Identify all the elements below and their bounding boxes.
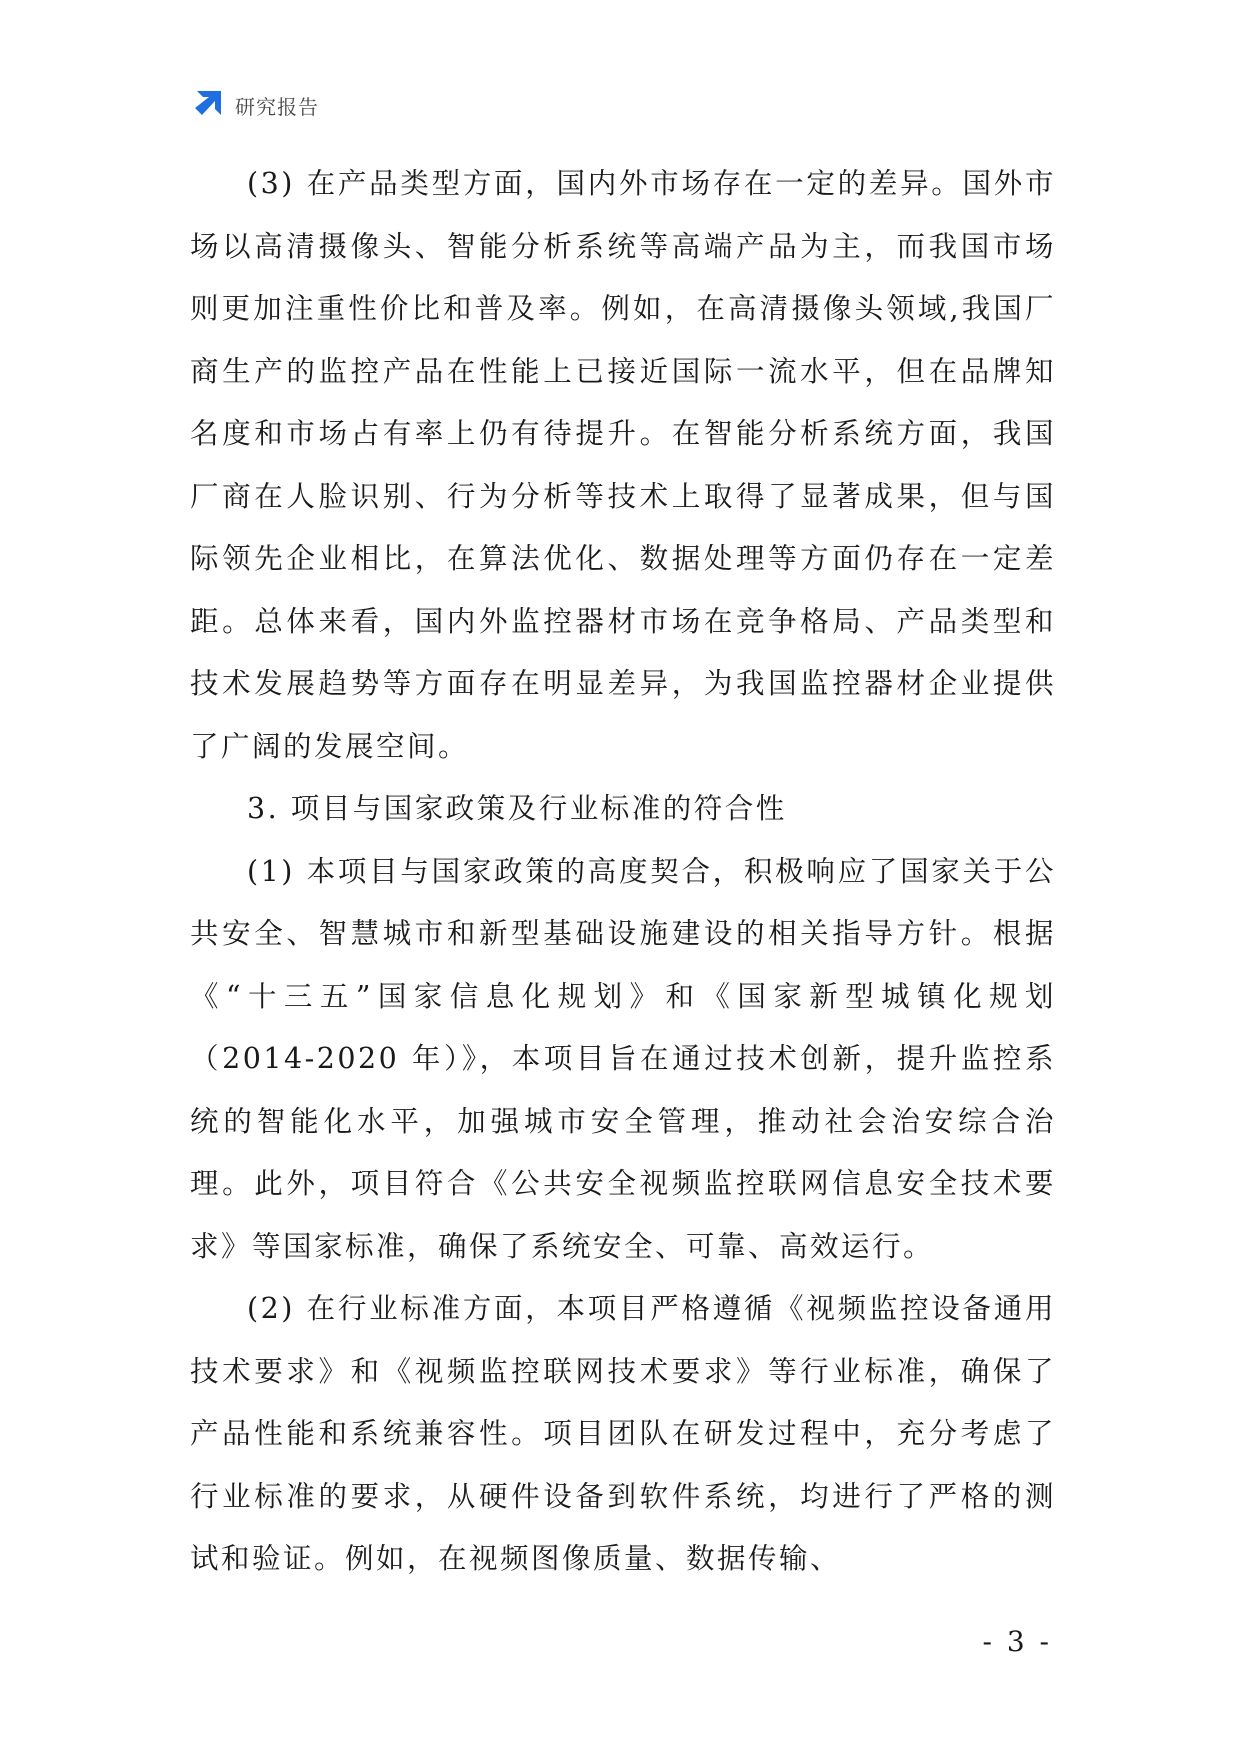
section-heading-policy-compliance: 3. 项目与国家政策及行业标准的符合性 (247, 792, 787, 825)
paragraph-product-types: (3) 在产品类型方面，国内外市场存在一定的差异。国外市场以高清摄像头、智能分析系统等高端产品为主，而我国市场则更加注重性价比和普及率。例如，在高清摄像头领域,我国厂商生产的监控产品在性能上已接近国际一流水平，但在品牌知名度和市场占有率上仍有待提升。在智能分析系统方面，我国厂商在人脸识别、行为分析等技术上取得了显著成果，但与国际领先企业相比，在算法优化、数据处理等方面仍存在一定差距。总体来看，国内外监控器材市场在竞争格局、产品类型和技术发展趋势等方面存在明显差异，为我国监控器材企业提供了广阔的发展空间。 (190, 167, 1056, 763)
header-title: 研究报告 (235, 94, 319, 119)
paragraph-industry-standards: (2) 在行业标准方面，本项目严格遵循《视频监控设备通用技术要求》和《视频监控联网技术要求》等行业标准，确保了产品性能和系统兼容性。项目团队在研发过程中，充分考虑了行业标准的要求，从硬件设备到软件系统，均进行了严格的测试和验证。例如，在视频图像质量、数据传输、 (190, 1292, 1056, 1575)
arrow-up-right-logo-icon (191, 89, 223, 121)
paragraph-national-policy: (1) 本项目与国家政策的高度契合，积极响应了国家关于公共安全、智慧城市和新型基础设施建设的相关指导方针。根据《“十三五”国家信息化规划》和《国家新型城镇化规划（2014-2020 年）》，本项目旨在通过技术创新，提升监控系统的智能化水平，加强城市安全管理，推动社会治安综合治理。此外，项目符合《公共安全视频监控联网信息安全技术要求》等国家标准，确保了系统安全、可靠、高效运行。 (190, 854, 1056, 1263)
page-number: - 3 - (982, 1625, 1052, 1658)
page-header (191, 88, 319, 122)
document-body (190, 153, 1056, 1591)
